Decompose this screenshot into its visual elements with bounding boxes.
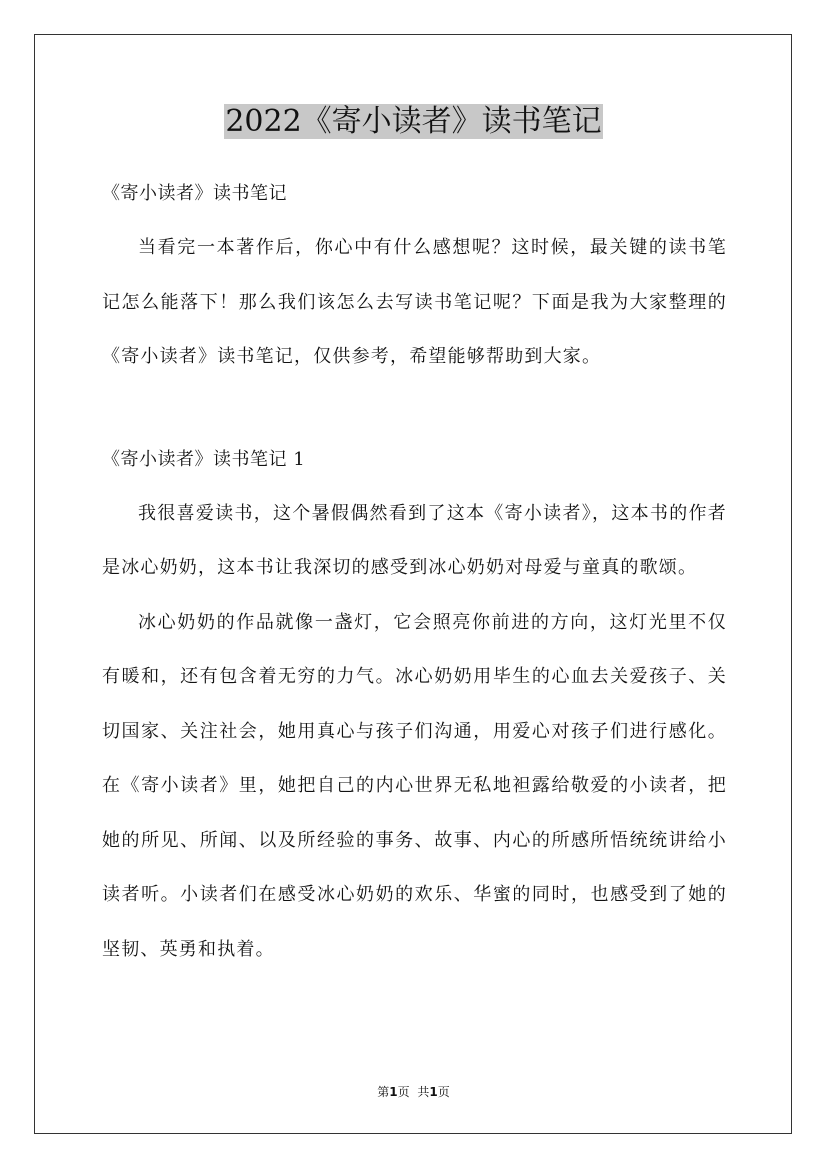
page-number: 1 (389, 1085, 398, 1099)
section-heading: 《寄小读者》读书笔记 1 (102, 448, 306, 470)
subtitle: 《寄小读者》读书笔记 (102, 183, 287, 204)
page-suffix: 页 (397, 1085, 410, 1099)
total-pages: 1 (429, 1085, 438, 1099)
page-prefix: 第 (377, 1085, 390, 1099)
body-paragraph: 冰心奶奶的作品就像一盏灯，它会照亮你前进的方向，这灯光里不仅有暖和，还有包含着无穷的力气。冰心奶奶用毕生的心血去关爱孩子、关切国家、关注社会，她用真心与孩子们沟通，用爱心对孩子们进行感化。在《寄小读者》里，她把自己的内心世界无私地袒露给敬爱的小读者，把她的所见、所闻、以及所经验的事务、故事、内心的所感所悟统统讲给小读者听。小读者们在感受冰心奶奶的欢乐、华蜜的同时，也感受到了她的坚韧、英勇和执着。 (102, 611, 727, 960)
body-paragraph: 我很喜爱读书，这个暑假偶然看到了这本《寄小读者》，这本书的作者是冰心奶奶，这本书让我深切的感受到冰心奶奶对母爱与童真的歌颂。 (102, 502, 727, 578)
total-suffix: 页 (437, 1085, 450, 1099)
spacer (102, 213, 727, 221)
total-prefix: 共 (417, 1085, 430, 1099)
page-footer (0, 1082, 827, 1102)
document-title-text: 2022《寄小读者》读书笔记 (225, 104, 602, 139)
intro-paragraph: 当看完一本著作后，你心中有什么感想呢？这时候，最关键的读书笔记怎么能落下！那么我们该怎么去写读书笔记呢？下面是我为大家整理的《寄小读者》读书笔记，仅供参考，希望能够帮助到大家。 (102, 237, 727, 367)
spacer (102, 385, 727, 441)
spacer (102, 479, 727, 487)
document-title (0, 100, 827, 144)
document-body (102, 175, 727, 977)
